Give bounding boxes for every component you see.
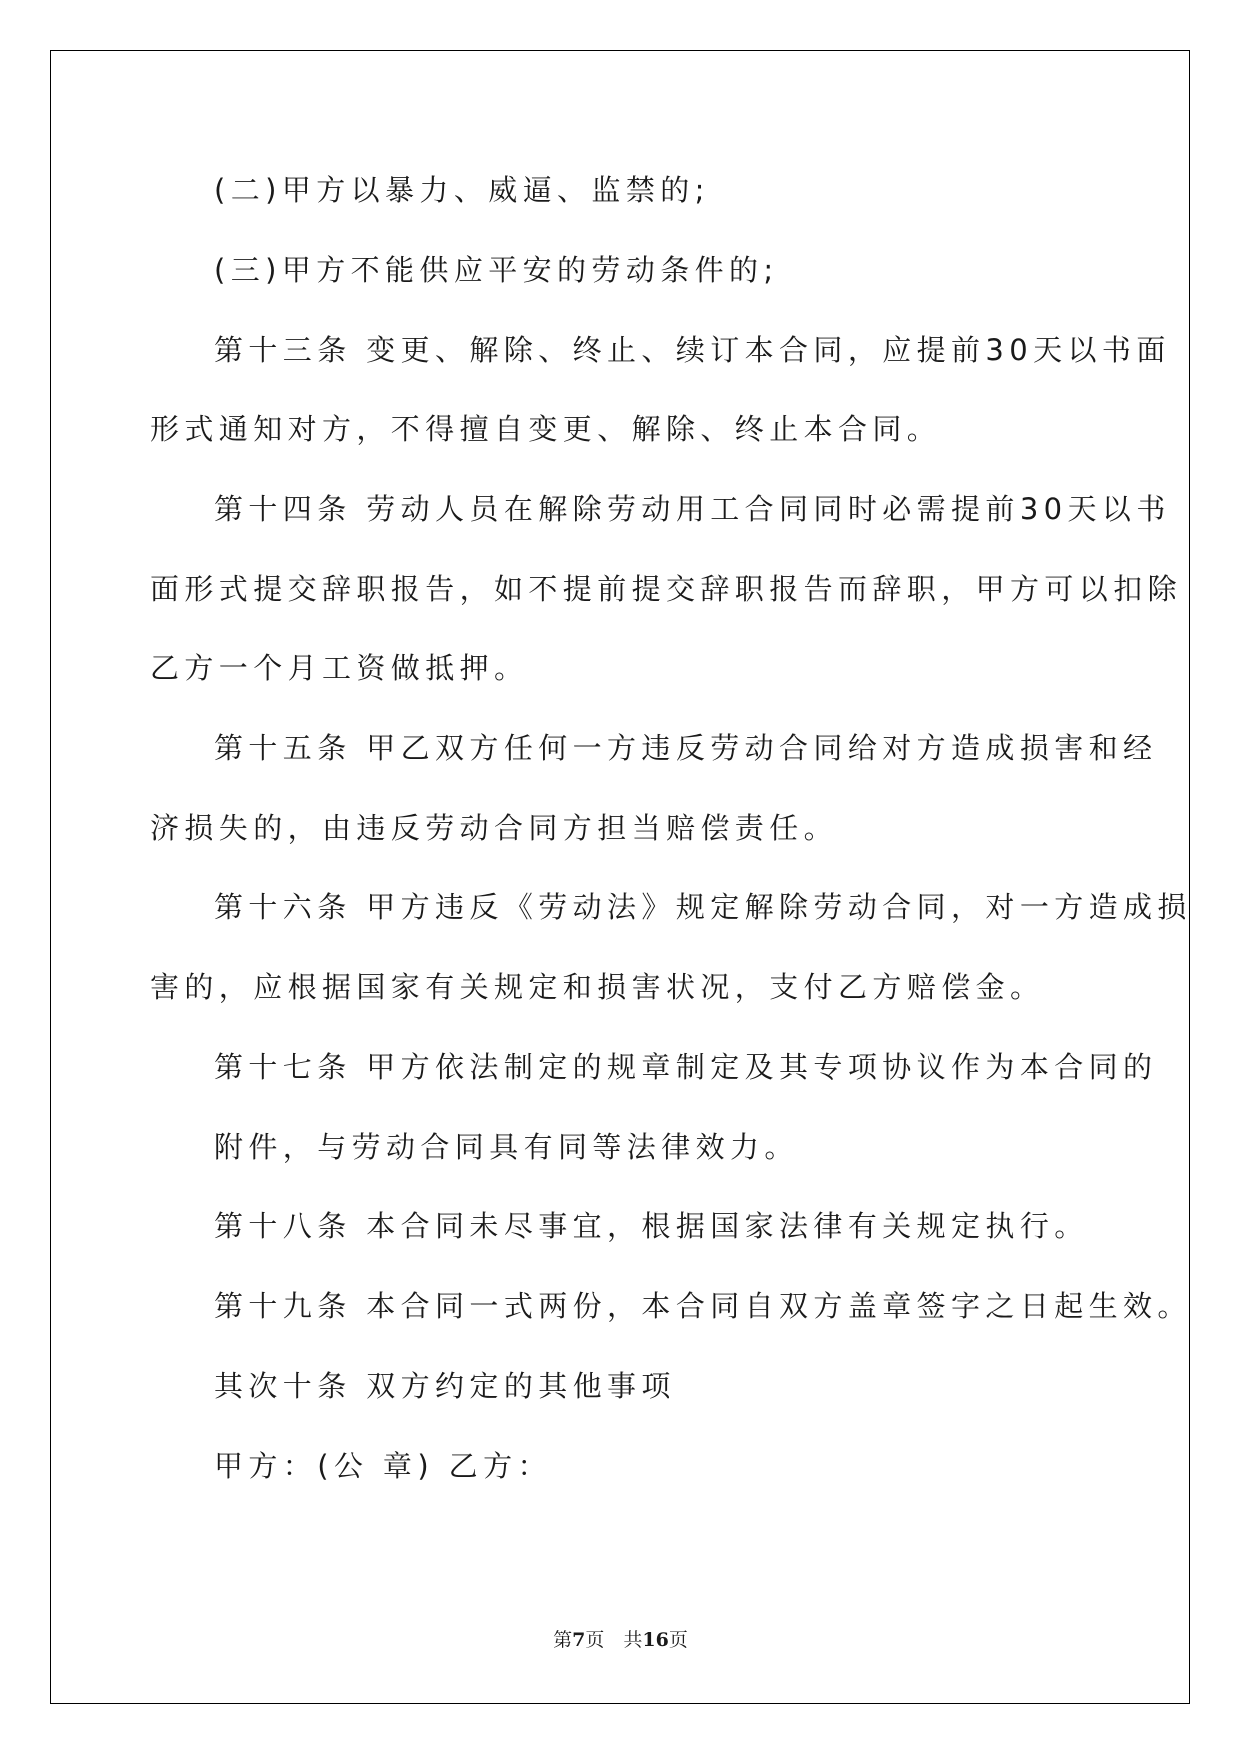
text-line-signatures: 甲方：(公 章) 乙方： bbox=[214, 1449, 552, 1483]
text-line-article-16: 第十六条 甲方违反《劳动法》规定解除劳动合同，对一方造成损 bbox=[214, 890, 1192, 924]
footer-mid: 页 共 bbox=[585, 1629, 643, 1651]
footer-prefix: 第 bbox=[553, 1629, 573, 1651]
text-line-article-16-cont: 害的，应根据国家有关规定和损害状况，支付乙方赔偿金。 bbox=[150, 970, 1045, 1004]
text-line-article-15: 第十五条 甲乙双方任何一方违反劳动合同给对方造成损害和经 bbox=[214, 731, 1158, 765]
text-line-article-13-cont: 形式通知对方，不得擅自变更、解除、终止本合同。 bbox=[150, 412, 942, 446]
text-line-article-20: 其次十条 双方约定的其他事项 bbox=[214, 1369, 676, 1403]
page-footer bbox=[0, 1628, 1241, 1652]
text-line-article-15-cont: 济损失的，由违反劳动合同方担当赔偿责任。 bbox=[150, 811, 839, 845]
text-line-article-17-cont: 附件，与劳动合同具有同等法律效力。 bbox=[214, 1130, 799, 1164]
text-line-item-3: (三)甲方不能供应平安的劳动条件的; bbox=[214, 253, 779, 287]
footer-total-pages: 16 bbox=[642, 1629, 669, 1651]
footer-current-page: 7 bbox=[572, 1629, 586, 1651]
text-line-item-2: (二)甲方以暴力、威逼、监禁的; bbox=[214, 173, 710, 207]
text-line-article-13: 第十三条 变更、解除、终止、续订本合同，应提前30天以书面 bbox=[214, 333, 1171, 367]
text-line-article-17: 第十七条 甲方依法制定的规章制定及其专项协议作为本合同的 bbox=[214, 1050, 1158, 1084]
text-line-article-18: 第十八条 本合同未尽事宜，根据国家法律有关规定执行。 bbox=[214, 1209, 1089, 1243]
text-line-article-14: 第十四条 劳动人员在解除劳动用工合同同时必需提前30天以书 bbox=[214, 492, 1171, 526]
text-line-article-19: 第十九条 本合同一式两份，本合同自双方盖章签字之日起生效。 bbox=[214, 1289, 1192, 1323]
text-line-article-14-cont-1: 面形式提交辞职报告，如不提前提交辞职报告而辞职，甲方可以扣除 bbox=[150, 572, 1183, 606]
footer-suffix: 页 bbox=[668, 1629, 688, 1651]
text-line-article-14-cont-2: 乙方一个月工资做抵押。 bbox=[150, 651, 529, 685]
